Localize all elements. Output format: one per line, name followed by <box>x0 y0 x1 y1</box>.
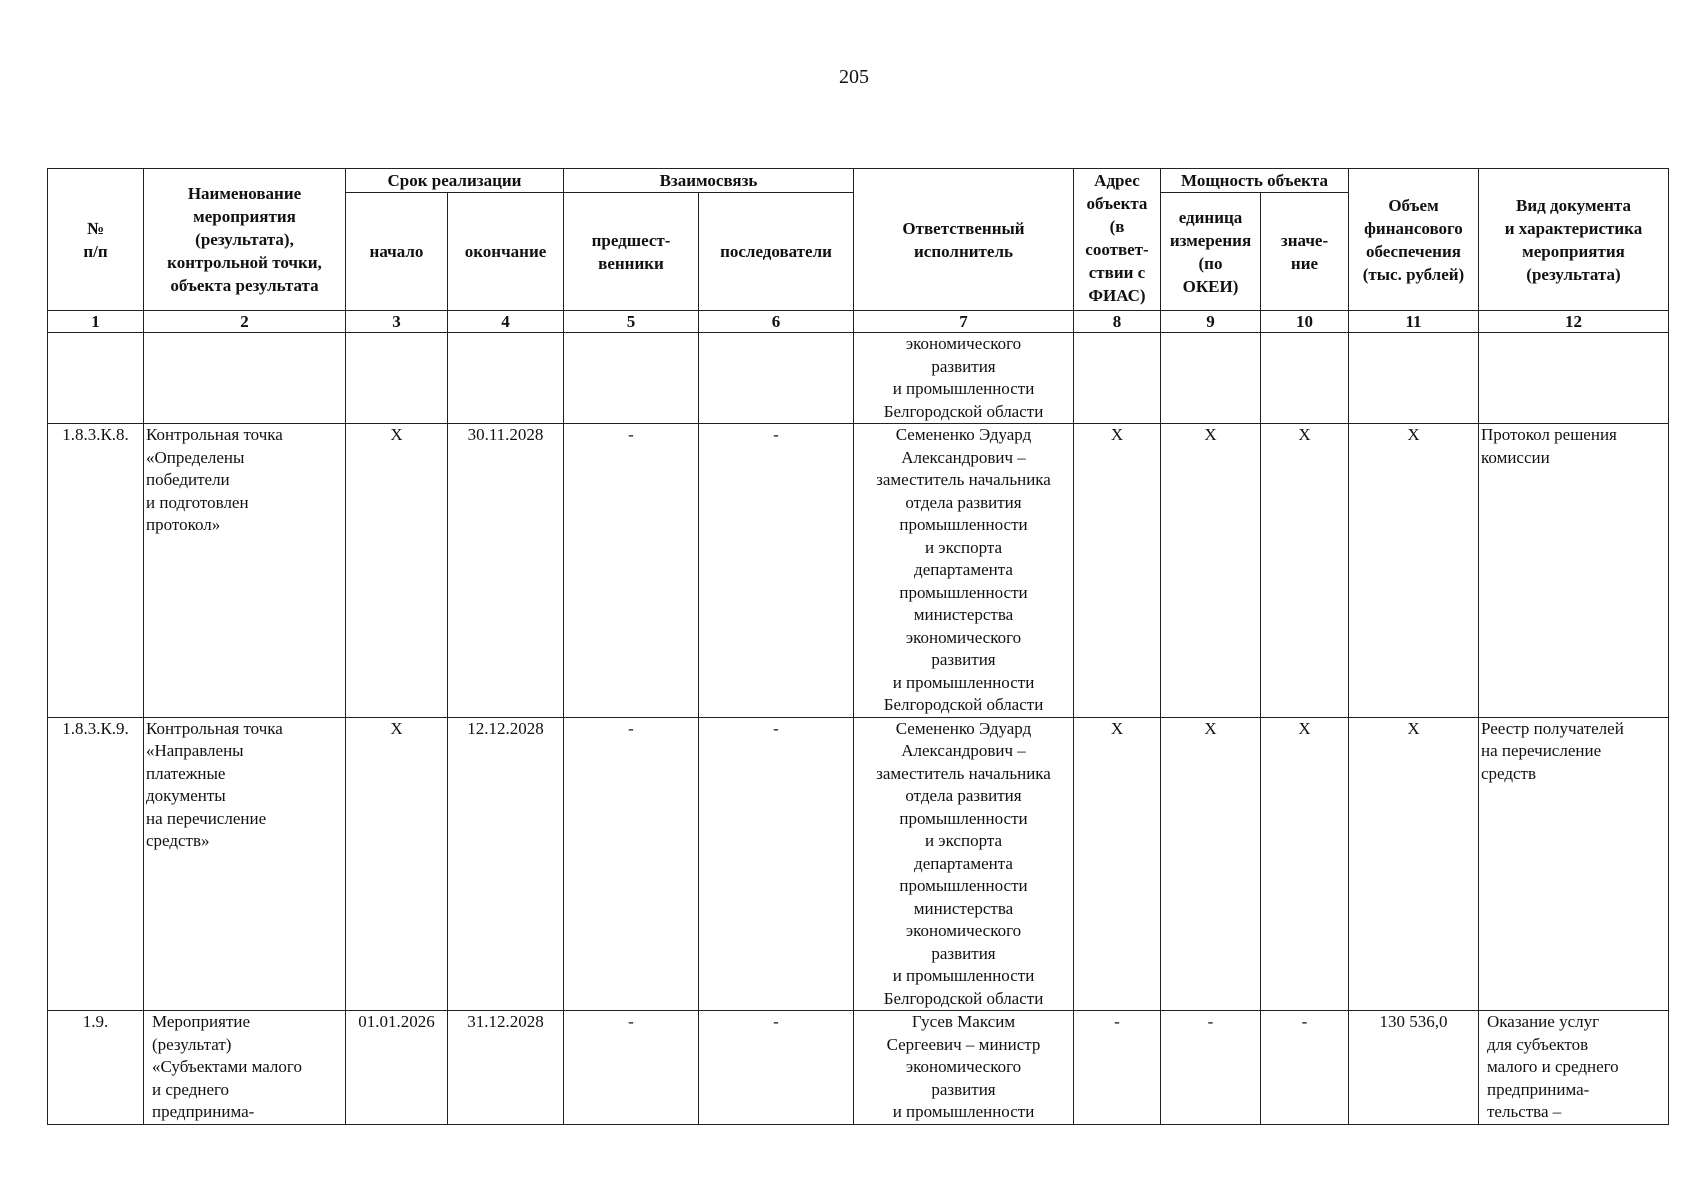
column-number-row <box>48 311 1669 333</box>
column-number: 7 <box>854 311 1074 333</box>
table-row <box>48 333 1669 424</box>
cell-responsible: экономического развития и промышленности Белгородской области <box>854 333 1074 424</box>
cell-value: Х <box>1261 424 1349 718</box>
cell-document: Реестр получателей на перечисление средств <box>1479 717 1669 1011</box>
header-responsible: Ответственный исполнитель <box>854 169 1074 311</box>
cell-start <box>346 333 448 424</box>
header-capacity: Мощность объекта <box>1161 169 1349 193</box>
cell-finance: 130 536,0 <box>1349 1011 1479 1125</box>
header-name: Наименование мероприятия (результата), контрольной точки, объекта результата <box>144 169 346 311</box>
header-document: Вид документа и характеристика мероприятия (результата) <box>1479 169 1669 311</box>
column-number: 6 <box>699 311 854 333</box>
cell-responsible: Семененко Эдуард Александрович – заместитель начальника отдела развития промышленности и экспорта департамента промышленности министерства экономического развития и промышленности Белгородской области <box>854 717 1074 1011</box>
cell-name: Мероприятие (результат) «Субъектами малого и среднего предпринима- <box>144 1011 346 1125</box>
table-row <box>48 717 1669 1011</box>
plan-table <box>47 168 1669 1125</box>
cell-unit: Х <box>1161 424 1261 718</box>
cell-end: 30.11.2028 <box>448 424 564 718</box>
column-number: 1 <box>48 311 144 333</box>
cell-predecessors: - <box>564 717 699 1011</box>
column-number: 8 <box>1074 311 1161 333</box>
cell-unit: Х <box>1161 717 1261 1011</box>
column-number: 4 <box>448 311 564 333</box>
cell-end: 12.12.2028 <box>448 717 564 1011</box>
cell-start: 01.01.2026 <box>346 1011 448 1125</box>
cell-address: Х <box>1074 717 1161 1011</box>
cell-start: Х <box>346 717 448 1011</box>
cell-name <box>144 333 346 424</box>
cell-document <box>1479 333 1669 424</box>
page-number: 205 <box>839 66 869 88</box>
cell-end: 31.12.2028 <box>448 1011 564 1125</box>
cell-successors: - <box>699 1011 854 1125</box>
column-number: 10 <box>1261 311 1349 333</box>
cell-num: 1.8.3.К.8. <box>48 424 144 718</box>
header-link: Взаимосвязь <box>564 169 854 193</box>
cell-successors <box>699 333 854 424</box>
header-start: начало <box>346 193 448 311</box>
table-row <box>48 1011 1669 1125</box>
header-address: Адрес объекта (в соответ- ствии с ФИАС) <box>1074 169 1161 311</box>
cell-successors: - <box>699 424 854 718</box>
header-predecessors: предшест- венники <box>564 193 699 311</box>
cell-responsible: Семененко Эдуард Александрович – заместитель начальника отдела развития промышленности и экспорта департамента промышленности министерства экономического развития и промышленности Белгородской области <box>854 424 1074 718</box>
cell-unit: - <box>1161 1011 1261 1125</box>
cell-finance <box>1349 333 1479 424</box>
cell-predecessors: - <box>564 424 699 718</box>
cell-document: Оказание услуг для субъектов малого и среднего предпринима- тельства – <box>1479 1011 1669 1125</box>
cell-responsible: Гусев Максим Сергеевич – министр экономического развития и промышленности <box>854 1011 1074 1125</box>
cell-finance: Х <box>1349 717 1479 1011</box>
header-unit: единица измерения (по ОКЕИ) <box>1161 193 1261 311</box>
header-successors: последователи <box>699 193 854 311</box>
cell-predecessors: - <box>564 1011 699 1125</box>
table-row <box>48 424 1669 718</box>
cell-name: Контрольная точка «Определены победители и подготовлен протокол» <box>144 424 346 718</box>
cell-address: Х <box>1074 424 1161 718</box>
header-end: окончание <box>448 193 564 311</box>
cell-value: Х <box>1261 717 1349 1011</box>
header-num: № п/п <box>48 169 144 311</box>
column-number: 3 <box>346 311 448 333</box>
column-number: 2 <box>144 311 346 333</box>
header-term: Срок реализации <box>346 169 564 193</box>
cell-name: Контрольная точка «Направлены платежные документы на перечисление средств» <box>144 717 346 1011</box>
header-value: значе- ние <box>1261 193 1349 311</box>
cell-value: - <box>1261 1011 1349 1125</box>
column-number: 9 <box>1161 311 1261 333</box>
cell-end <box>448 333 564 424</box>
header-finance: Объем финансового обеспечения (тыс. рублей) <box>1349 169 1479 311</box>
cell-address <box>1074 333 1161 424</box>
cell-predecessors <box>564 333 699 424</box>
cell-successors: - <box>699 717 854 1011</box>
column-number: 12 <box>1479 311 1669 333</box>
column-number: 11 <box>1349 311 1479 333</box>
cell-start: Х <box>346 424 448 718</box>
cell-unit <box>1161 333 1261 424</box>
column-number: 5 <box>564 311 699 333</box>
cell-finance: Х <box>1349 424 1479 718</box>
cell-value <box>1261 333 1349 424</box>
cell-document: Протокол решения комиссии <box>1479 424 1669 718</box>
cell-num: 1.9. <box>48 1011 144 1125</box>
cell-address: - <box>1074 1011 1161 1125</box>
cell-num <box>48 333 144 424</box>
cell-num: 1.8.3.К.9. <box>48 717 144 1011</box>
